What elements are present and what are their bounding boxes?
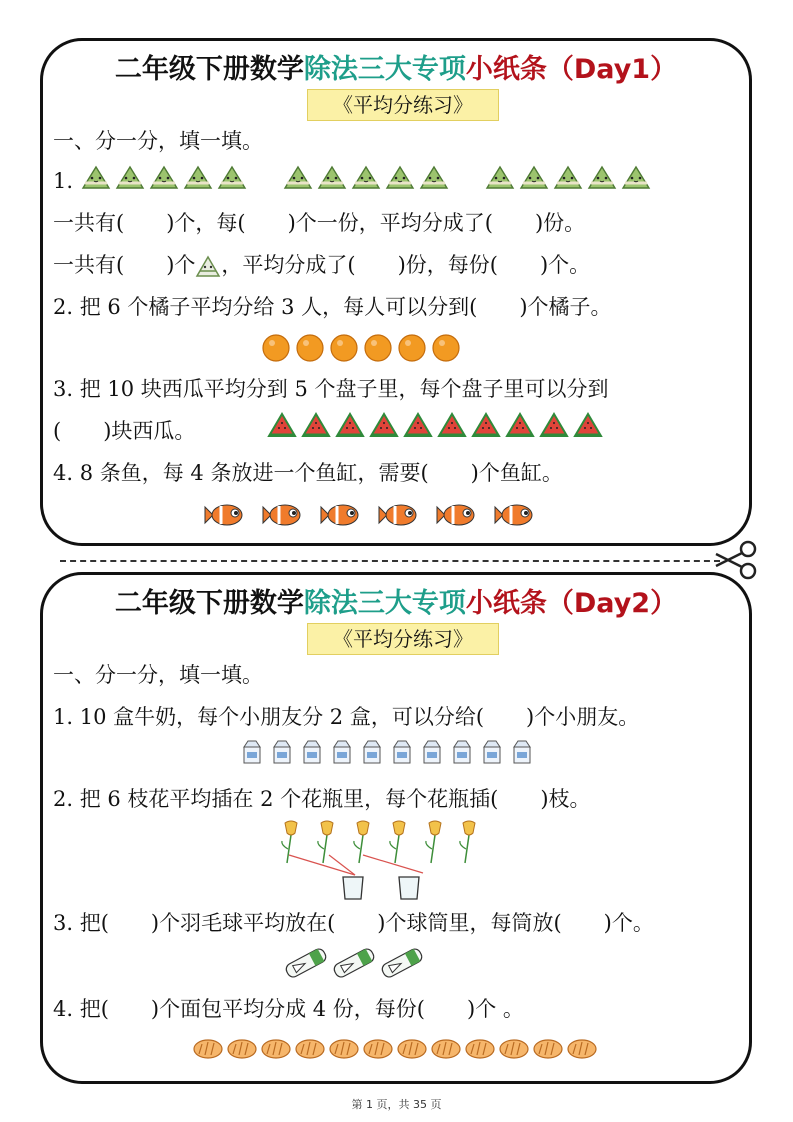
watermelon-slice-icon [505, 411, 535, 439]
zongzi-icon [217, 165, 247, 191]
orange-icon [397, 333, 427, 363]
orange-icon [363, 333, 393, 363]
watermelon-slice-icon [301, 411, 331, 439]
day2-title-day: 小纸条（Day2） [465, 588, 678, 619]
page-footer: 第 1 页，共 35 页 [351, 1098, 442, 1111]
tulip-icon [460, 821, 475, 863]
orange-icon [295, 333, 325, 363]
clownfish-icon [435, 501, 479, 529]
watermelon-row [267, 411, 607, 439]
zongzi-icon [115, 165, 145, 191]
bread-icon [431, 1037, 461, 1061]
day2-q2: 2. 把 6 枝花平均插在 2 个花瓶里，每个花瓶插( )枝。 [53, 787, 591, 811]
day1-q3-line2: ( )块西瓜。 [53, 419, 196, 443]
day1-title [43, 47, 749, 86]
zongzi-icon [195, 255, 221, 279]
day2-q3: 3. 把( )个羽毛球平均放在( )个球筒里，每筒放( )个。 [53, 911, 654, 935]
milk-carton-icon [269, 739, 295, 765]
clownfish-icon [493, 501, 537, 529]
milk-carton-icon [449, 739, 475, 765]
bread-icon [499, 1037, 529, 1061]
day1-card [40, 38, 752, 546]
day2-q1: 1. 10 盒牛奶，每个小朋友分 2 盒，可以分给( )个小朋友。 [53, 705, 640, 729]
watermelon-slice-icon [267, 411, 297, 439]
day1-subtitle: 《平均分练习》 [307, 89, 499, 121]
zongzi-icon [519, 165, 549, 191]
bread-icon [227, 1037, 257, 1061]
bread-icon [261, 1037, 291, 1061]
orange-icon [261, 333, 291, 363]
shuttlecock-tube-icon [379, 945, 425, 981]
zongzi-icon [149, 165, 179, 191]
zongzi-icon [553, 165, 583, 191]
bread-icon [363, 1037, 393, 1061]
zongzi-icon [587, 165, 617, 191]
day1-title-grade: 二年级下册数学 [114, 54, 304, 85]
day1-q3-line1: 3. 把 10 块西瓜平均分到 5 个盘子里，每个盘子里可以分到 [53, 377, 609, 401]
clownfish-icon [203, 501, 247, 529]
shuttlecock-tube-icon [331, 945, 377, 981]
clownfish-icon [377, 501, 421, 529]
milk-carton-icon [299, 739, 325, 765]
day1-q1-line2 [53, 251, 590, 279]
flowers-and-vases-picture [279, 819, 479, 905]
watermelon-slice-icon [437, 411, 467, 439]
milk-row [239, 739, 539, 765]
tulip-icon [390, 821, 405, 863]
day2-title-topic: 除法三大专项 [303, 588, 466, 619]
day2-q4: 4. 把( )个面包平均分成 4 份，每份( )个 。 [53, 997, 524, 1021]
day1-q1-number: 1. [53, 169, 74, 193]
day1-q1-line2-a: 一共有( )个 [53, 253, 196, 277]
day1-title-day: 小纸条（Day1） [465, 54, 678, 85]
orange-icon [431, 333, 461, 363]
zongzi-icon [385, 165, 415, 191]
zongzi-icon [183, 165, 213, 191]
day1-title-topic: 除法三大专项 [303, 54, 466, 85]
watermelon-slice-icon [403, 411, 433, 439]
day1-q4: 4. 8 条鱼，每 4 条放进一个鱼缸，需要( )个鱼缸。 [53, 461, 563, 485]
vase-icon [399, 877, 419, 899]
bread-icon [295, 1037, 325, 1061]
zongzi-row [81, 165, 655, 191]
day2-card [40, 572, 752, 1084]
bread-icon [533, 1037, 563, 1061]
bread-icon [397, 1037, 427, 1061]
watermelon-slice-icon [539, 411, 569, 439]
orange-row [261, 333, 465, 363]
shuttlecock-tube-row [283, 945, 429, 981]
bread-row [193, 1037, 601, 1061]
day2-section-heading: 一、分一分，填一填。 [53, 663, 263, 687]
milk-carton-icon [359, 739, 385, 765]
day1-q1-line1: 一共有( )个，每( )个一份，平均分成了( )份。 [53, 211, 586, 235]
orange-icon [329, 333, 359, 363]
cut-line [60, 560, 720, 562]
zongzi-icon [351, 165, 381, 191]
day2-title [43, 581, 749, 620]
watermelon-slice-icon [369, 411, 399, 439]
shuttlecock-tube-icon [283, 945, 329, 981]
vase-icon [343, 877, 363, 899]
zongzi-icon [485, 165, 515, 191]
zongzi-icon [81, 165, 111, 191]
zongzi-icon [283, 165, 313, 191]
flower-vase-group [279, 819, 479, 905]
bread-icon [567, 1037, 597, 1061]
bread-icon [329, 1037, 359, 1061]
day1-q1-line2-b: ，平均分成了( )份，每份( )个。 [221, 253, 591, 277]
zongzi-icon [317, 165, 347, 191]
day1-q2: 2. 把 6 个橘子平均分给 3 人，每人可以分到( )个橘子。 [53, 295, 612, 319]
clownfish-icon [319, 501, 363, 529]
bread-icon [465, 1037, 495, 1061]
watermelon-slice-icon [573, 411, 603, 439]
milk-carton-icon [389, 739, 415, 765]
zongzi-icon [621, 165, 651, 191]
day1-section-heading: 一、分一分，填一填。 [53, 129, 263, 153]
fish-row [203, 501, 541, 529]
zongzi-icon [419, 165, 449, 191]
clownfish-icon [261, 501, 305, 529]
milk-carton-icon [329, 739, 355, 765]
tulip-icon [426, 821, 441, 863]
milk-carton-icon [239, 739, 265, 765]
day2-title-grade: 二年级下册数学 [114, 588, 304, 619]
bread-icon [193, 1037, 223, 1061]
day2-subtitle: 《平均分练习》 [307, 623, 499, 655]
watermelon-slice-icon [471, 411, 501, 439]
watermelon-slice-icon [335, 411, 365, 439]
milk-carton-icon [419, 739, 445, 765]
milk-carton-icon [479, 739, 505, 765]
milk-carton-icon [509, 739, 535, 765]
